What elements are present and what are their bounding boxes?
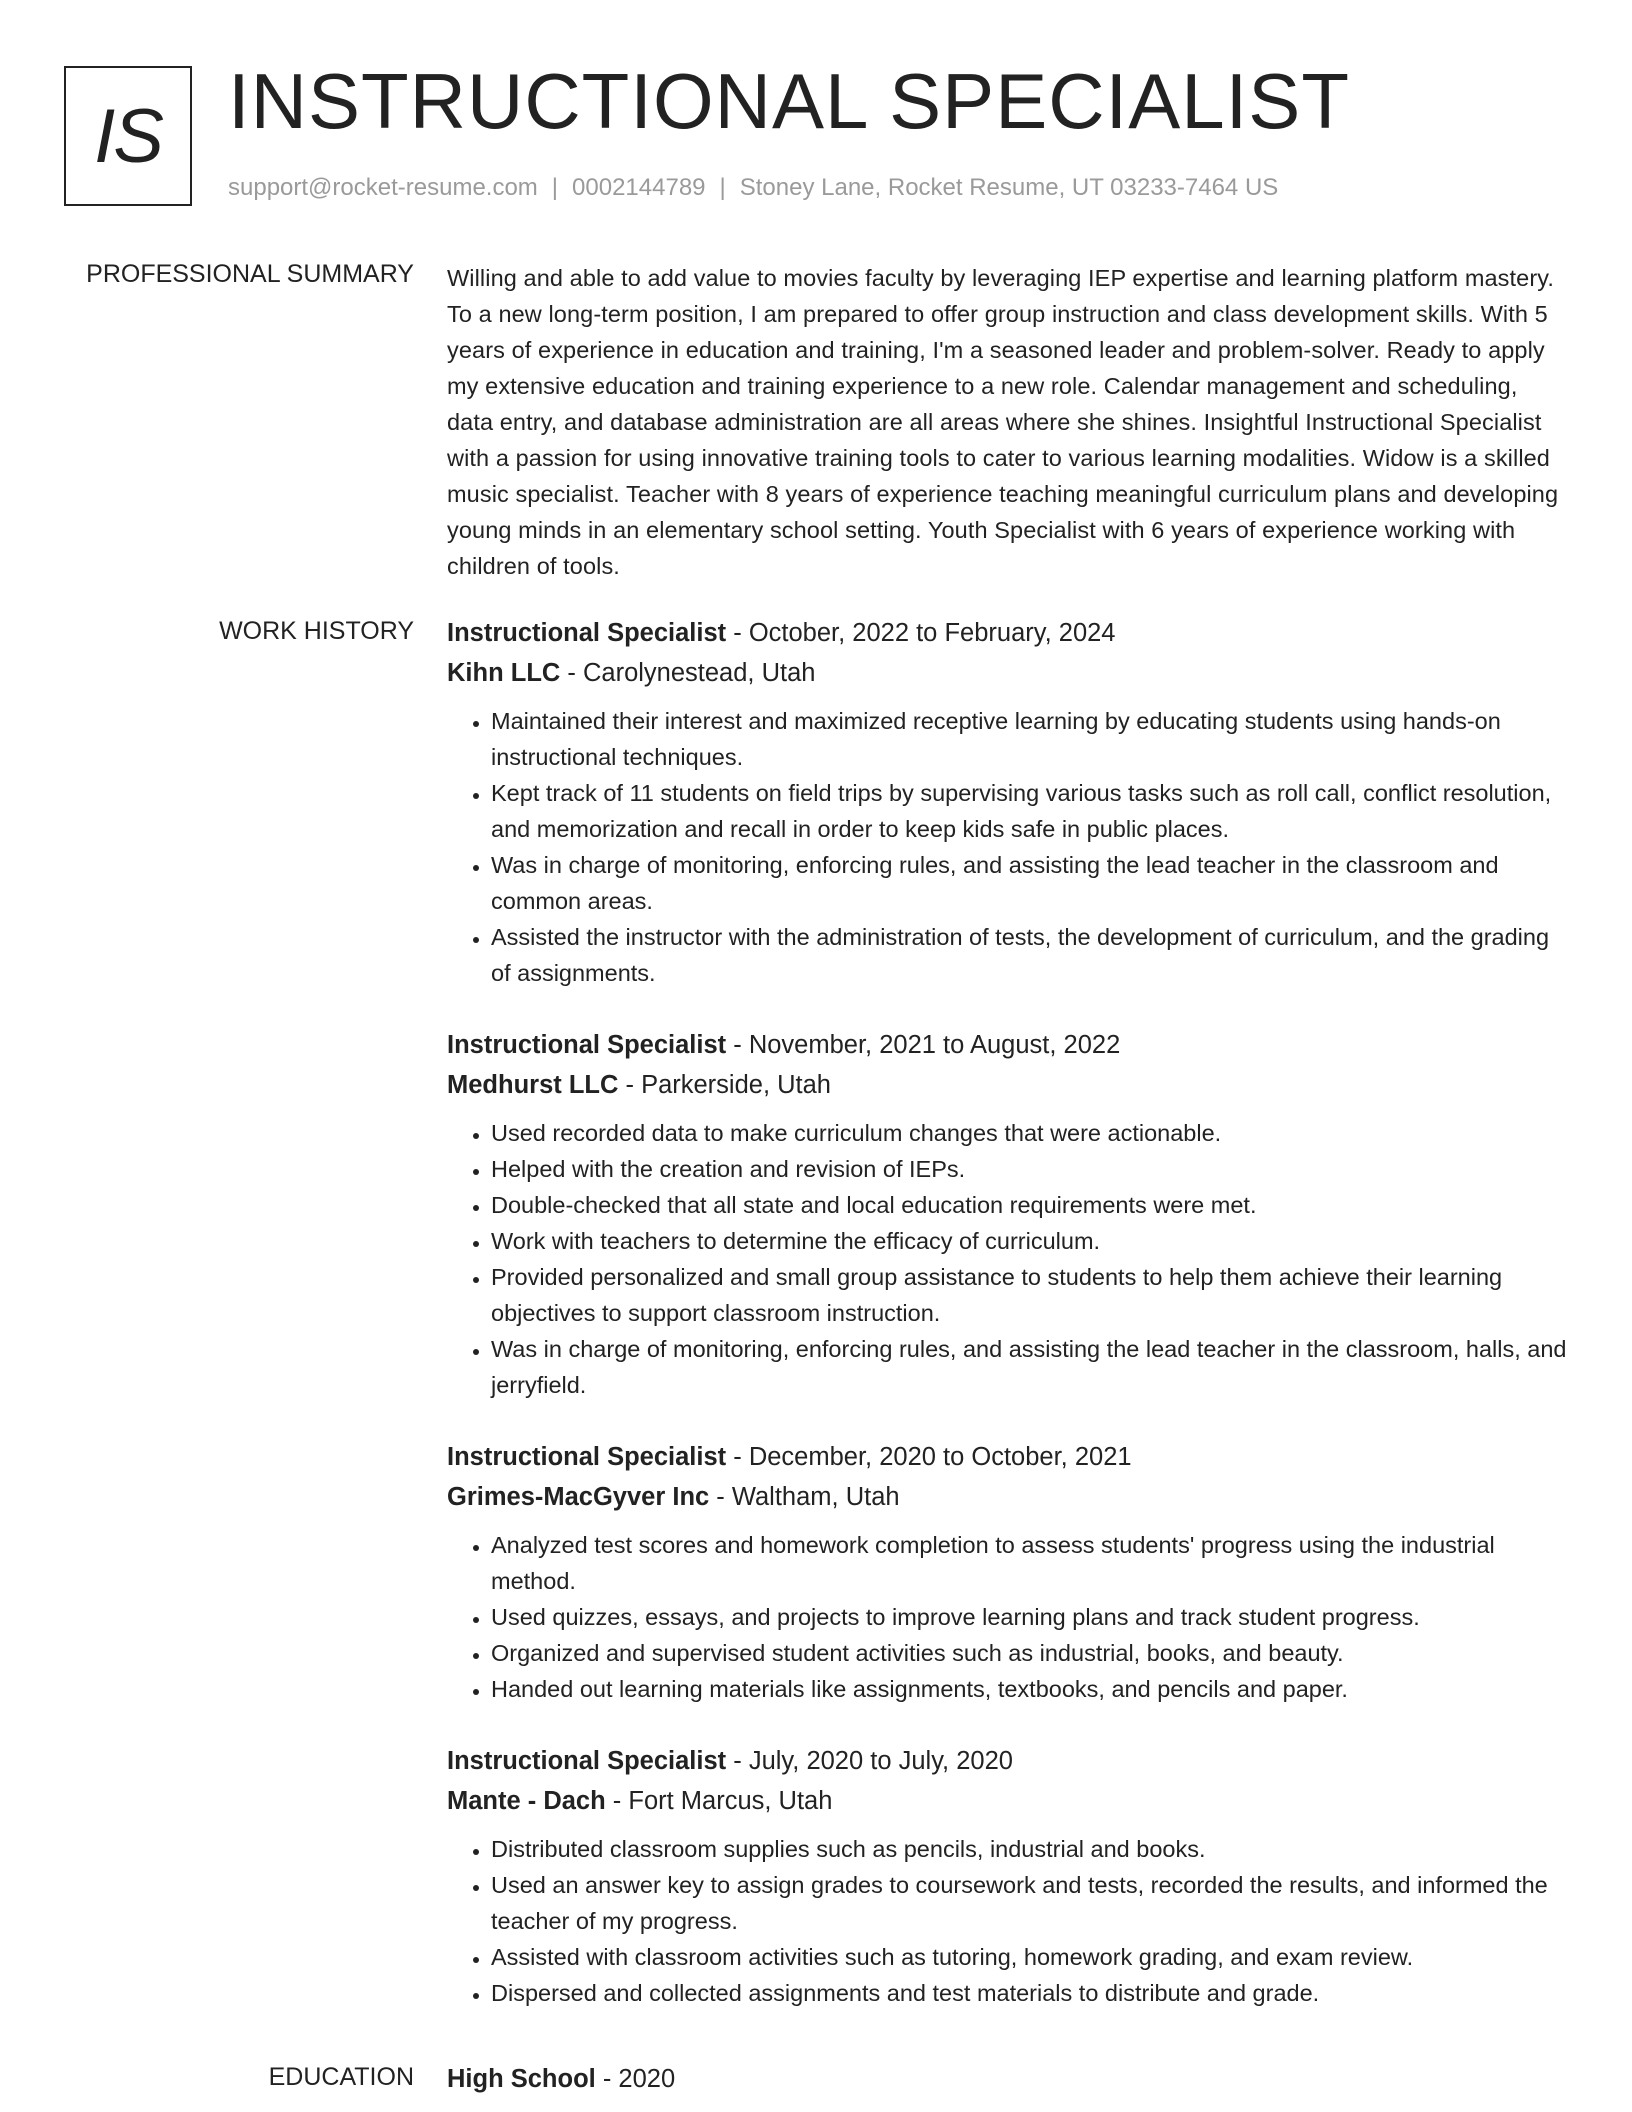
- job-bullet: • Assisted the instructor with the administration of tests, the development of curriculum, and the grading of assignments.: [491, 919, 1567, 991]
- job-title: Instructional Specialist: [447, 1747, 727, 1775]
- contact-separator: |: [551, 174, 559, 201]
- job-entry: [447, 613, 1567, 991]
- job-bullet: • Helped with the creation and revision of IEPs.: [491, 1151, 1567, 1187]
- job-bullet: • Dispersed and collected assignments and test materials to distribute and grade.: [491, 1975, 1567, 2011]
- job-bullets: [447, 1831, 1567, 2011]
- job-dates: - October, 2022 to February, 2024: [726, 619, 1116, 647]
- job-bullet: • Handed out learning materials like assignments, textbooks, and pencils and paper.: [491, 1671, 1567, 1707]
- job-title: Instructional Specialist: [447, 619, 727, 647]
- job-bullet: • Was in charge of monitoring, enforcing rules, and assisting the lead teacher in the classroom and common areas.: [491, 847, 1567, 919]
- job-bullet: • Kept track of 11 students on field trips by supervising various tasks such as roll call, conflict resolution, and memorization and recall in order to keep kids safe in public places.: [491, 775, 1567, 847]
- resume-header: [64, 57, 1584, 214]
- job-title-line: [447, 1741, 1567, 1781]
- education-body: [447, 2059, 1567, 2099]
- job-company-line: [447, 1477, 1567, 1517]
- job-title: Instructional Specialist: [447, 1443, 727, 1471]
- job-title-line: [447, 1025, 1567, 1065]
- contact-separator: |: [719, 174, 726, 201]
- job-company-line: [447, 1781, 1567, 1821]
- job-bullets: [447, 1527, 1567, 1707]
- job-location: - Waltham, Utah: [709, 1483, 900, 1511]
- job-bullets: [447, 1115, 1567, 1403]
- section-label-summary: PROFESSIONAL SUMMARY: [86, 260, 414, 288]
- work-history-body: [447, 613, 1567, 2045]
- job-bullet: • Maintained their interest and maximized receptive learning by educating students using hands-on instructional techniques.: [491, 703, 1567, 775]
- monogram-initials: IS: [94, 93, 162, 179]
- contact-address: Stoney Lane, Rocket Resume, UT 03233-7464 US: [739, 174, 1279, 201]
- education-degree: High School: [447, 2065, 596, 2093]
- job-bullet: • Used quizzes, essays, and projects to improve learning plans and track student progress.: [491, 1599, 1567, 1635]
- job-company: Grimes-MacGyver Inc: [447, 1483, 710, 1511]
- job-location: - Parkerside, Utah: [618, 1071, 831, 1099]
- job-title: Instructional Specialist: [447, 1031, 727, 1059]
- job-dates: - July, 2020 to July, 2020: [726, 1747, 1013, 1775]
- contact-email: support@rocket-resume.com: [228, 174, 538, 201]
- job-dates: - December, 2020 to October, 2021: [726, 1443, 1132, 1471]
- job-bullet: • Used an answer key to assign grades to coursework and tests, recorded the results, and informed the teacher of my progress.: [491, 1867, 1567, 1939]
- job-company: Kihn LLC: [447, 659, 561, 687]
- job-entry: [447, 1741, 1567, 2011]
- section-label-education: EDUCATION: [268, 2063, 414, 2091]
- contact-phone: 0002144789: [572, 174, 706, 201]
- job-bullet: • Distributed classroom supplies such as pencils, industrial and books.: [491, 1831, 1567, 1867]
- job-bullet: • Analyzed test scores and homework completion to assess students' progress using the industrial method.: [491, 1527, 1567, 1599]
- job-company: Medhurst LLC: [447, 1071, 619, 1099]
- job-entry: [447, 1437, 1567, 1707]
- monogram-box: [64, 66, 192, 206]
- candidate-name: INSTRUCTIONAL SPECIALIST: [228, 57, 1350, 145]
- job-title-line: [447, 613, 1567, 653]
- job-bullet: • Was in charge of monitoring, enforcing rules, and assisting the lead teacher in the classroom, halls, and jerryfield.: [491, 1331, 1567, 1403]
- education-degree-line: [447, 2059, 1567, 2099]
- section-label-work-history: WORK HISTORY: [219, 617, 414, 645]
- job-title-line: [447, 1437, 1567, 1477]
- job-company: Mante - Dach: [447, 1787, 606, 1815]
- job-location: - Carolynestead, Utah: [560, 659, 816, 687]
- job-bullet: • Provided personalized and small group assistance to students to help them achieve their learning objectives to support classroom instruction.: [491, 1259, 1567, 1331]
- contact-line: [228, 174, 1278, 202]
- job-bullet: • Double-checked that all state and local education requirements were met.: [491, 1187, 1567, 1223]
- summary-text: Willing and able to add value to movies faculty by leveraging IEP expertise and learning platform mastery. To a new long-term position, I am prepared to offer group instruction and class development skills. With 5 years of experience in education and training, I'm a seasoned leader and problem-solver. Ready to apply my extensive education and training experience to a new role. Calendar management and scheduling, data entry, and database administration are all areas where she shines. Insightful Instructional Specialist with a passion for using innovative training tools to cater to various learning modalities. Widow is a skilled music specialist. Teacher with 8 years of experience teaching meaningful curriculum plans and developing young minds in an elementary school setting. Youth Specialist with 6 years of experience working with children of tools.: [447, 265, 1559, 579]
- job-company-line: [447, 653, 1567, 693]
- education-year: - 2020: [595, 2065, 676, 2093]
- job-bullets: [447, 703, 1567, 991]
- job-dates: - November, 2021 to August, 2022: [726, 1031, 1121, 1059]
- job-location: - Fort Marcus, Utah: [605, 1787, 833, 1815]
- job-company-line: [447, 1065, 1567, 1105]
- job-bullet: • Work with teachers to determine the efficacy of curriculum.: [491, 1223, 1567, 1259]
- job-entry: [447, 1025, 1567, 1403]
- summary-body: [447, 260, 1567, 584]
- job-bullet: • Organized and supervised student activities such as industrial, books, and beauty.: [491, 1635, 1567, 1671]
- job-bullet: • Used recorded data to make curriculum changes that were actionable.: [491, 1115, 1567, 1151]
- job-bullet: • Assisted with classroom activities such as tutoring, homework grading, and exam review.: [491, 1939, 1567, 1975]
